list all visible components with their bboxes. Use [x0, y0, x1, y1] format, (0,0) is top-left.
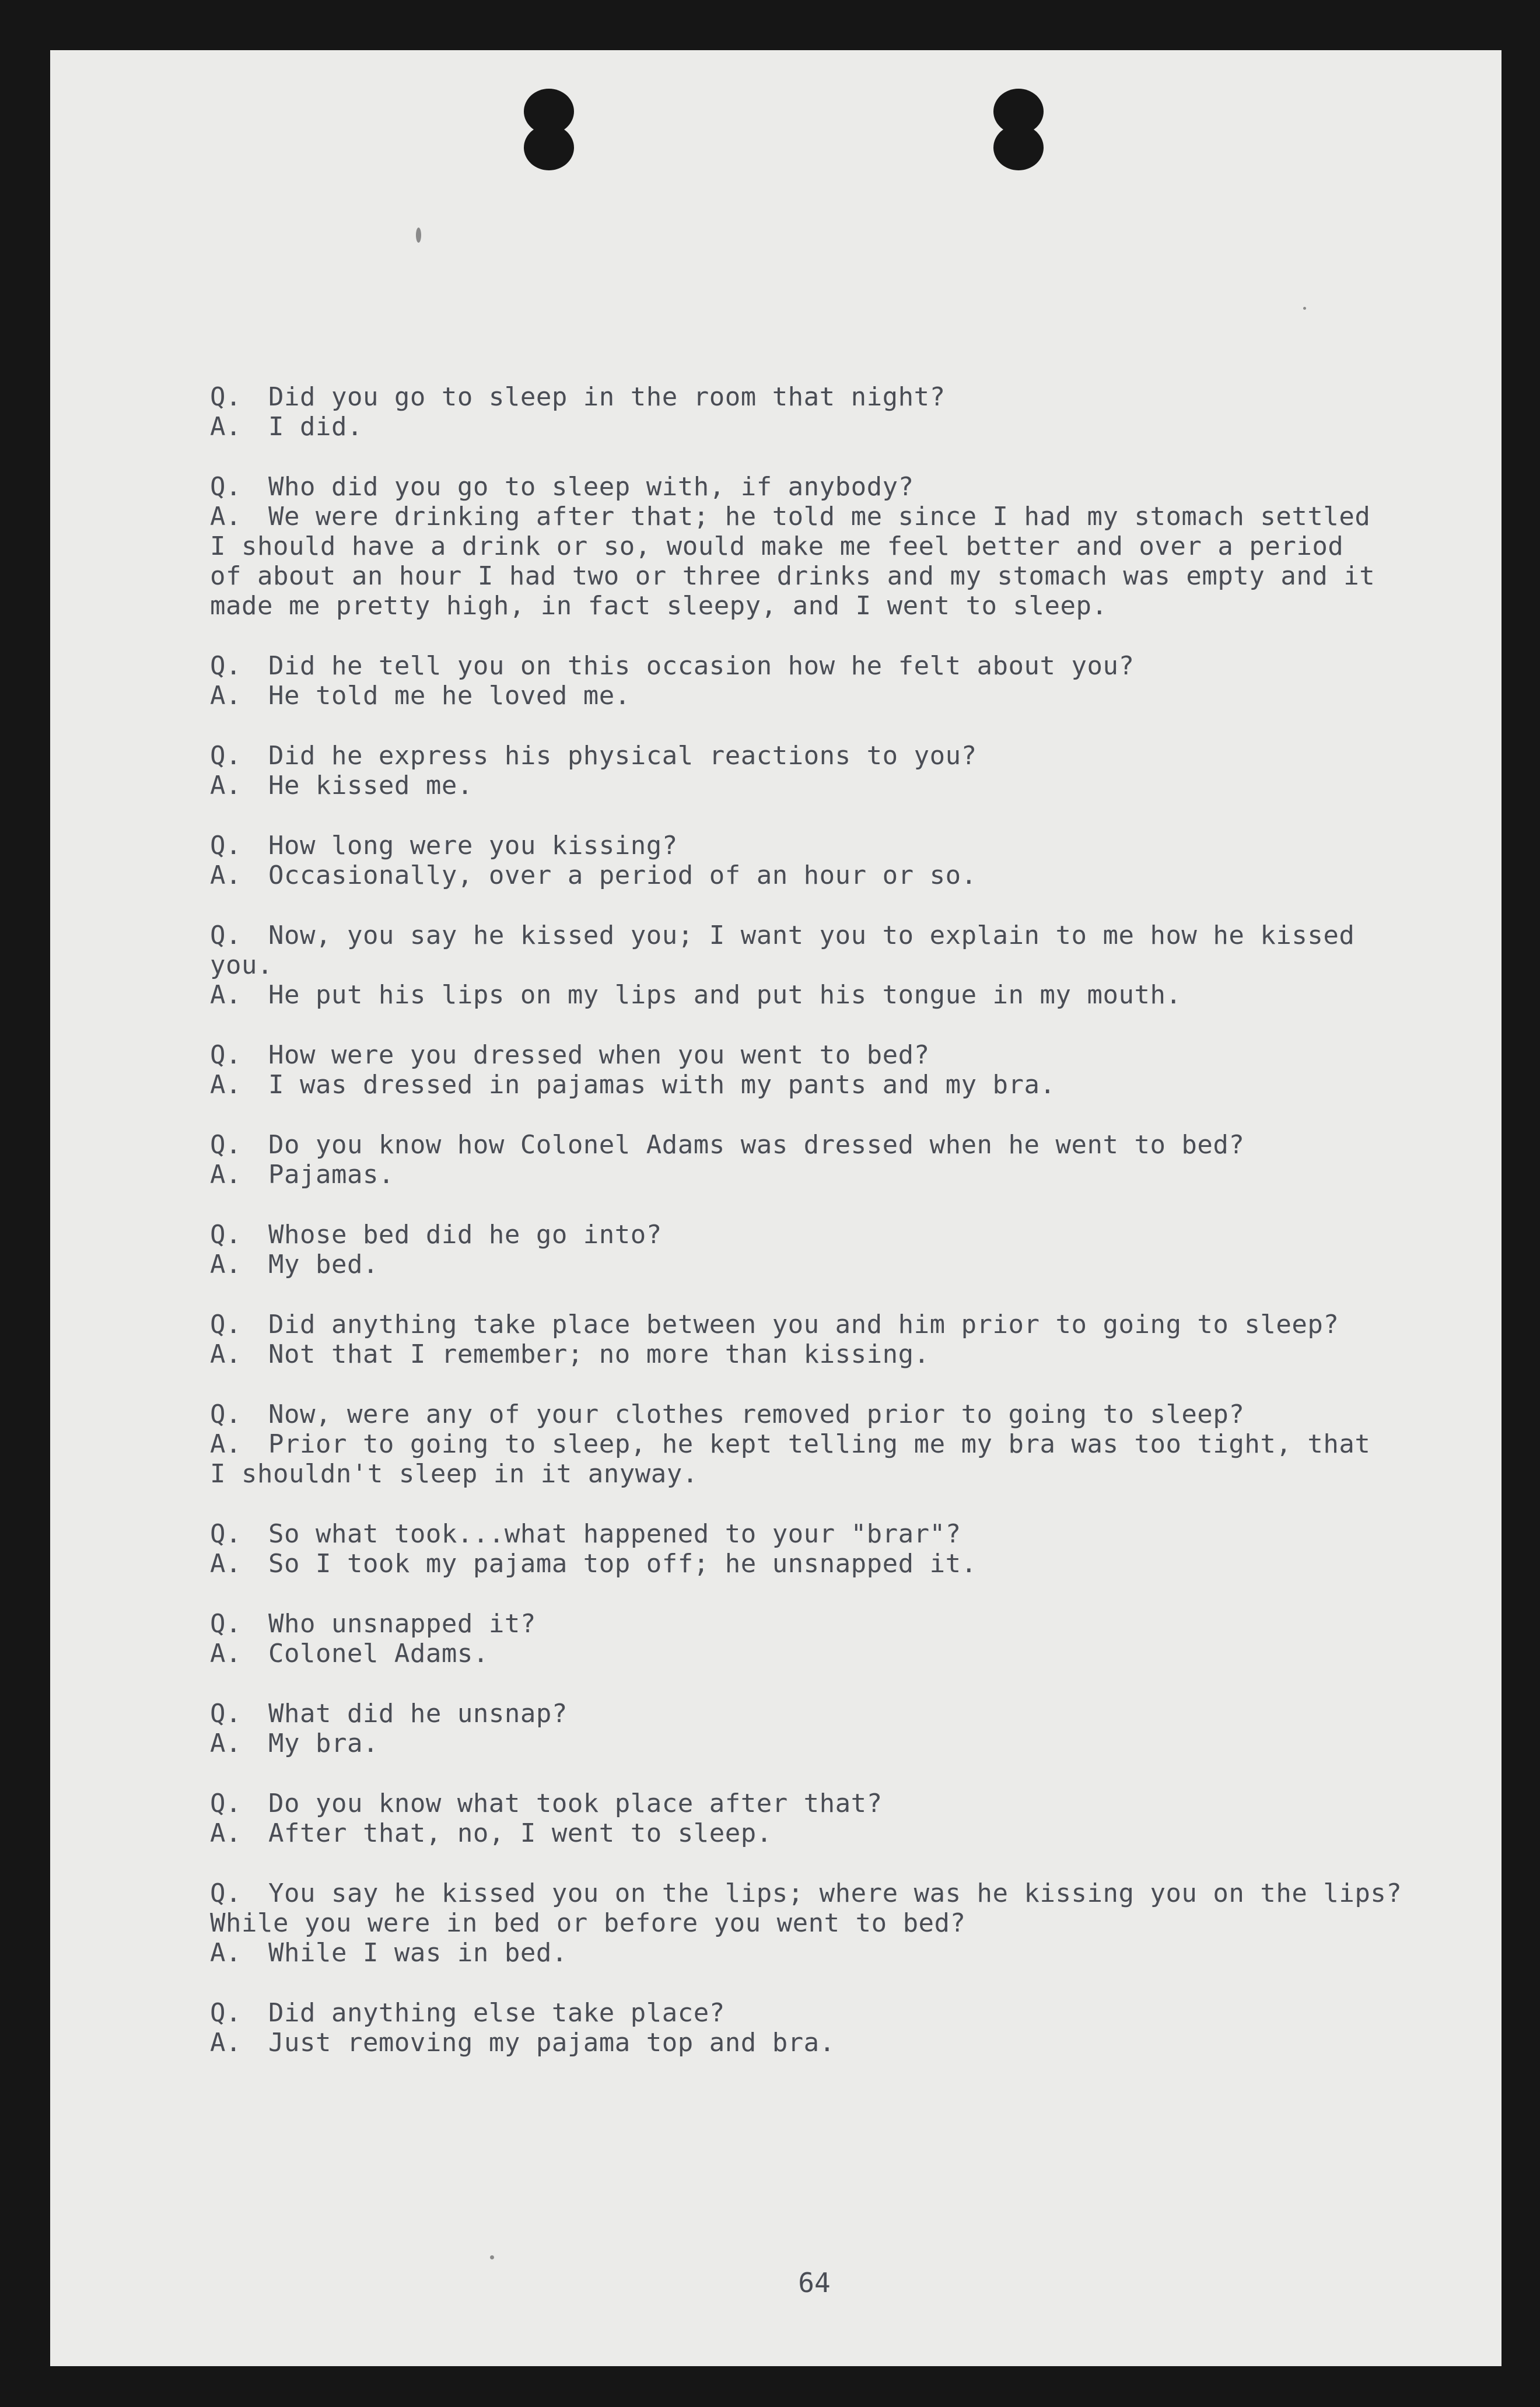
- answer-text: My bra.: [268, 1729, 379, 1758]
- question-text: Did anything else take place?: [268, 1998, 725, 2028]
- question-text: Now, you say he kissed you; I want you to explain to me how he kissed: [268, 921, 1355, 950]
- deposition-transcript: [210, 382, 1435, 2088]
- qa-exchange: [210, 1609, 1435, 1668]
- answer-line: [210, 1729, 1435, 1758]
- answer-label: A.: [210, 502, 242, 531]
- answer-text: He told me he loved me.: [268, 681, 631, 711]
- question-label: Q.: [210, 1130, 242, 1160]
- answer-text: made me pretty high, in fact sleepy, and I went to sleep.: [210, 591, 1108, 621]
- binder-hole-left: [524, 89, 574, 170]
- question-line: [210, 1908, 1435, 1938]
- question-label: Q.: [210, 1609, 242, 1639]
- answer-line: [210, 860, 1435, 890]
- answer-line: [210, 561, 1435, 591]
- question-line: [210, 1878, 1435, 1908]
- question-text: You say he kissed you on the lips; where was he kissing you on the lips?: [268, 1878, 1402, 1908]
- answer-text: I shouldn't sleep in it anyway.: [210, 1459, 698, 1489]
- question-label: Q.: [210, 741, 242, 771]
- qa-exchange: [210, 1400, 1435, 1489]
- answer-text: I did.: [268, 412, 363, 442]
- qa-exchange: [210, 651, 1435, 711]
- answer-text: of about an hour I had two or three drinks and my stomach was empty and it: [210, 561, 1376, 591]
- qa-exchange: [210, 921, 1435, 1010]
- answer-label: A.: [210, 1339, 242, 1369]
- answer-text: While I was in bed.: [268, 1938, 568, 1968]
- qa-exchange: [210, 1310, 1435, 1369]
- answer-text: Just removing my pajama top and bra.: [268, 2028, 835, 2058]
- qa-exchange: [210, 1998, 1435, 2058]
- question-text: Did anything take place between you and him prior to going to sleep?: [268, 1310, 1339, 1339]
- qa-exchange: [210, 1699, 1435, 1758]
- answer-line: [210, 980, 1435, 1010]
- question-line: [210, 651, 1435, 681]
- question-label: Q.: [210, 1699, 242, 1729]
- answer-line: [210, 1639, 1435, 1668]
- question-label: Q.: [210, 921, 242, 950]
- answer-line: [210, 1818, 1435, 1848]
- answer-text: Occasionally, over a period of an hour or so.: [268, 860, 977, 890]
- qa-exchange: [210, 831, 1435, 890]
- answer-text: My bed.: [268, 1250, 379, 1279]
- paper-speck: [490, 2255, 494, 2259]
- answer-line: [210, 1250, 1435, 1279]
- question-label: Q.: [210, 651, 242, 681]
- answer-line: [210, 1160, 1435, 1189]
- question-text: How long were you kissing?: [268, 831, 678, 860]
- question-text: So what took...what happened to your "brar"?: [268, 1519, 961, 1549]
- qa-exchange: [210, 1040, 1435, 1100]
- question-line: [210, 1609, 1435, 1639]
- question-line: [210, 1400, 1435, 1429]
- question-text: What did he unsnap?: [268, 1699, 568, 1729]
- question-label: Q.: [210, 1310, 242, 1339]
- answer-label: A.: [210, 1160, 242, 1189]
- question-line: [210, 1789, 1435, 1818]
- answer-line: [210, 1459, 1435, 1489]
- question-text: Did he express his physical reactions to you?: [268, 741, 977, 771]
- qa-exchange: [210, 382, 1435, 442]
- qa-exchange: [210, 741, 1435, 800]
- answer-label: A.: [210, 1729, 242, 1758]
- answer-line: [210, 1938, 1435, 1968]
- answer-label: A.: [210, 2028, 242, 2058]
- question-label: Q.: [210, 1220, 242, 1250]
- answer-text: Prior to going to sleep, he kept telling me my bra was too tight, that: [268, 1429, 1371, 1459]
- question-line: [210, 831, 1435, 860]
- question-line: [210, 921, 1435, 950]
- answer-text: After that, no, I went to sleep.: [268, 1818, 772, 1848]
- question-line: [210, 1220, 1435, 1250]
- question-text: Who did you go to sleep with, if anybody?: [268, 472, 914, 502]
- qa-exchange: [210, 1220, 1435, 1279]
- typed-page: [50, 50, 1502, 2366]
- answer-line: [210, 531, 1435, 561]
- answer-text: We were drinking after that; he told me since I had my stomach settled: [268, 502, 1371, 531]
- qa-exchange: [210, 1878, 1435, 1968]
- question-label: Q.: [210, 472, 242, 502]
- question-line: [210, 1519, 1435, 1549]
- question-line: [210, 1699, 1435, 1729]
- question-line: [210, 1310, 1435, 1339]
- paper-speck: [416, 228, 421, 243]
- question-text: you.: [210, 950, 273, 980]
- answer-text: Pajamas.: [268, 1160, 394, 1189]
- answer-line: [210, 1070, 1435, 1100]
- answer-text: Not that I remember; no more than kissing.: [268, 1339, 930, 1369]
- qa-exchange: [210, 1789, 1435, 1848]
- question-label: Q.: [210, 1998, 242, 2028]
- answer-label: A.: [210, 860, 242, 890]
- question-text: How were you dressed when you went to bed?: [268, 1040, 930, 1070]
- answer-line: [210, 591, 1435, 621]
- answer-line: [210, 771, 1435, 800]
- question-line: [210, 472, 1435, 502]
- answer-line: [210, 1429, 1435, 1459]
- answer-line: [210, 412, 1435, 442]
- answer-text: He put his lips on my lips and put his tongue in my mouth.: [268, 980, 1182, 1010]
- qa-exchange: [210, 1130, 1435, 1189]
- paper-speck: [1303, 307, 1306, 310]
- qa-exchange: [210, 1519, 1435, 1579]
- question-text: Who unsnapped it?: [268, 1609, 536, 1639]
- question-line: [210, 1040, 1435, 1070]
- question-text: Now, were any of your clothes removed prior to going to sleep?: [268, 1400, 1245, 1429]
- answer-label: A.: [210, 980, 242, 1010]
- question-text: Whose bed did he go into?: [268, 1220, 662, 1250]
- question-label: Q.: [210, 1789, 242, 1818]
- answer-line: [210, 2028, 1435, 2058]
- answer-text: I was dressed in pajamas with my pants and my bra.: [268, 1070, 1056, 1100]
- answer-label: A.: [210, 1070, 242, 1100]
- question-line: [210, 741, 1435, 771]
- question-text: Do you know what took place after that?: [268, 1789, 883, 1818]
- question-label: Q.: [210, 1400, 242, 1429]
- question-label: Q.: [210, 1878, 242, 1908]
- question-label: Q.: [210, 1040, 242, 1070]
- answer-label: A.: [210, 681, 242, 711]
- question-text: Did he tell you on this occasion how he felt about you?: [268, 651, 1135, 681]
- answer-text: Colonel Adams.: [268, 1639, 489, 1668]
- page-number: 64: [798, 2267, 831, 2298]
- question-line: [210, 1130, 1435, 1160]
- answer-text: I should have a drink or so, would make me feel better and over a period: [210, 531, 1344, 561]
- qa-exchange: [210, 472, 1435, 621]
- answer-text: He kissed me.: [268, 771, 473, 800]
- answer-label: A.: [210, 1250, 242, 1279]
- question-label: Q.: [210, 382, 242, 412]
- answer-label: A.: [210, 1938, 242, 1968]
- question-text: Do you know how Colonel Adams was dressed when he went to bed?: [268, 1130, 1245, 1160]
- question-line: [210, 1998, 1435, 2028]
- question-text: While you were in bed or before you went to bed?: [210, 1908, 966, 1938]
- question-line: [210, 950, 1435, 980]
- answer-label: A.: [210, 1818, 242, 1848]
- answer-label: A.: [210, 412, 242, 442]
- answer-label: A.: [210, 1429, 242, 1459]
- binder-hole-right: [993, 89, 1044, 170]
- answer-line: [210, 681, 1435, 711]
- question-label: Q.: [210, 831, 242, 860]
- answer-label: A.: [210, 771, 242, 800]
- question-line: [210, 382, 1435, 412]
- answer-line: [210, 1339, 1435, 1369]
- answer-line: [210, 502, 1435, 531]
- answer-line: [210, 1549, 1435, 1579]
- answer-label: A.: [210, 1639, 242, 1668]
- question-label: Q.: [210, 1519, 242, 1549]
- question-text: Did you go to sleep in the room that night?: [268, 382, 946, 412]
- answer-label: A.: [210, 1549, 242, 1579]
- answer-text: So I took my pajama top off; he unsnapped it.: [268, 1549, 977, 1579]
